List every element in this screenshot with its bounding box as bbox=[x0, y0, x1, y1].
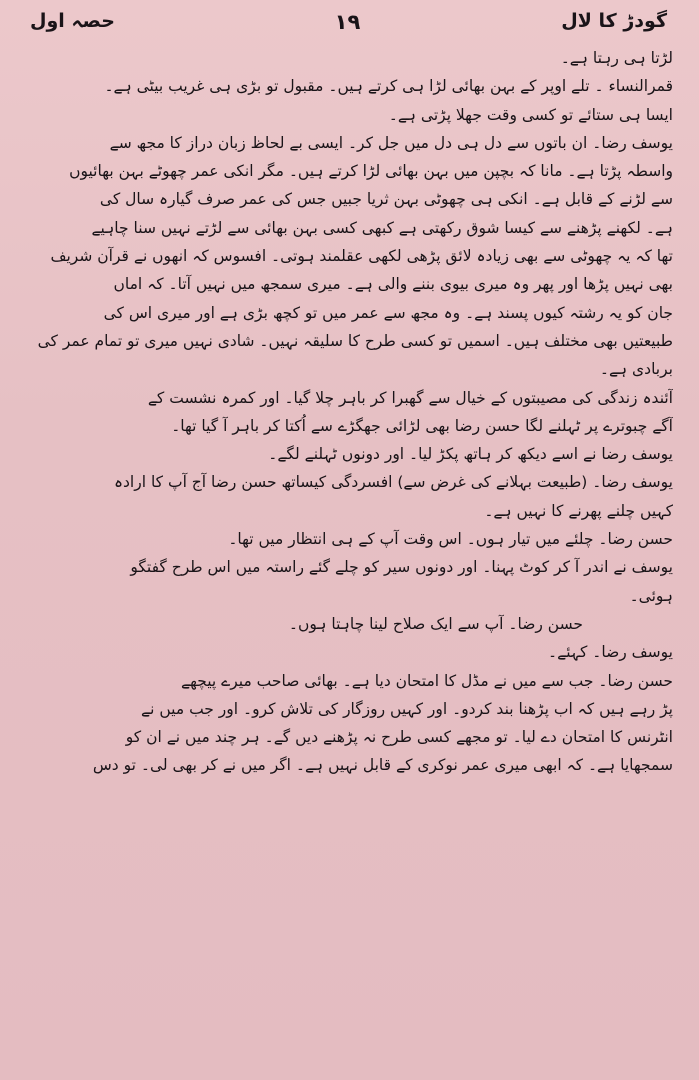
page-header bbox=[22, 8, 673, 44]
text-line: ایسا ہی ستائے تو کسی وقت جھلا پڑتی ہے۔ bbox=[388, 105, 673, 124]
page-body bbox=[22, 44, 673, 780]
text-line: یوسف رضا۔ کہئے۔ bbox=[548, 643, 673, 662]
text-line: ہے۔ لکھنے پڑھنے سے کیسا شوق رکھتی ہے کبھی کسی بہن بھائی سے لڑتے نہیں سنا چاہیے bbox=[91, 218, 673, 237]
text-line: سمجھایا ہے۔ کہ ابھی میری عمر نوکری کے قابل نہیں ہے۔ اگر میں نے کر بھی لی۔ تو دس bbox=[92, 756, 673, 775]
book-title: گودڑ کا لال bbox=[561, 10, 667, 32]
text-line: پڑ رہے ہیں کہ اب پڑھنا بند کردو۔ اور کہیں روزگار کی تلاش کرو۔ اور جب میں نے bbox=[141, 699, 673, 718]
text-line: بربادی ہے۔ bbox=[599, 360, 673, 379]
text-line: واسطہ پڑتا ہے۔ مانا کہ بچپن میں بہن بھائی لڑا کرتے ہیں۔ مگر انکی عمر چھوٹے بہن بھائیوں bbox=[69, 162, 673, 181]
text-line: آئندہ زندگی کی مصیبتوں کے خیال سے گھبرا کر باہر چلا گیا۔ اور کمرہ نشست کے bbox=[147, 388, 673, 407]
text-line: قمرالنساء ۔ تلے اوپر کے بہن بھائی لڑا ہی کرتے ہیں۔ مقبول تو بڑی ہی غریب بیٹی ہے۔ bbox=[104, 77, 673, 96]
text-line: جان کو یہ رشتہ کیوں پسند ہے۔ وہ مجھ سے عمر میں تو کچھ بڑی ہے اور میری اس کی bbox=[103, 303, 673, 322]
text-line: انٹرنس کا امتحان دے لیا۔ تو مجھے کسی طرح نہ پڑھنے دیں گے۔ ہر چند میں نے ان کو bbox=[125, 728, 673, 747]
text-line: حسن رضا۔ جب سے میں نے مڈل کا امتحان دیا ہے۔ بھائی صاحب میرے پیچھے bbox=[180, 671, 673, 690]
text-line: بھی نہیں پڑھا اور پھر وہ میری بیوی بننے والی ہے۔ میری سمجھ میں نہیں آتا۔ کہ اماں bbox=[113, 275, 673, 294]
text-line: تھا کہ یہ چھوٹی سے بھی زیادہ لائق پڑھی لکھی عقلمند ہوتی۔ افسوس کہ انھوں نے قرآن شریف bbox=[50, 247, 673, 266]
text-line: آگے چبوترے پر ٹہلنے لگا حسن رضا بھی لڑائی جھگڑے سے اُکتا کر باہر آ گیا تھا۔ bbox=[171, 416, 673, 435]
text-line: ہوئی۔ bbox=[629, 586, 673, 605]
text-line: یوسف رضا۔ ان باتوں سے دل ہی دل میں جل کر۔ ایسی بے لحاظ زبان دراز کا مجھ سے bbox=[109, 133, 673, 152]
text-line: لڑتا ہی رہتا ہے۔ bbox=[560, 49, 673, 67]
text-line: طبیعتیں بھی مختلف ہیں۔ اسمیں تو کسی طرح کا سلیقہ نہیں۔ شادی نہیں میری تو تمام عمر کی bbox=[37, 331, 673, 350]
text-line: یوسف رضا نے اسے دیکھ کر ہاتھ پکڑ لیا۔ اور دونوں ٹہلنے لگے۔ bbox=[268, 445, 673, 464]
text-line: حسن رضا۔ چلئے میں تیار ہوں۔ اس وقت آپ کے ہی انتظار میں تھا۔ bbox=[228, 530, 673, 549]
text-line: کہیں چلنے پھرنے کا نہیں ہے۔ bbox=[484, 501, 673, 520]
text-line: سے لڑنے کے قابل ہے۔ انکی ہی چھوٹی بہن ثریا جبیں جس کی عمر صرف گیارہ سال کی bbox=[99, 190, 673, 209]
text-line: یوسف رضا۔ (طبیعت بہلانے کی غرض سے) افسردگی کیساتھ حسن رضا آج آپ کا ارادہ bbox=[113, 473, 673, 492]
text-line: حسن رضا۔ آپ سے ایک صلاح لینا چاہتا ہوں۔ bbox=[288, 614, 583, 633]
page-number: ۱۹ bbox=[334, 10, 361, 34]
text-line: یوسف نے اندر آ کر کوٹ پہنا۔ اور دونوں سیر کو چلے گئے راستہ میں اس طرح گفتگو bbox=[130, 558, 673, 577]
part-label: حصہ اول bbox=[30, 10, 115, 32]
